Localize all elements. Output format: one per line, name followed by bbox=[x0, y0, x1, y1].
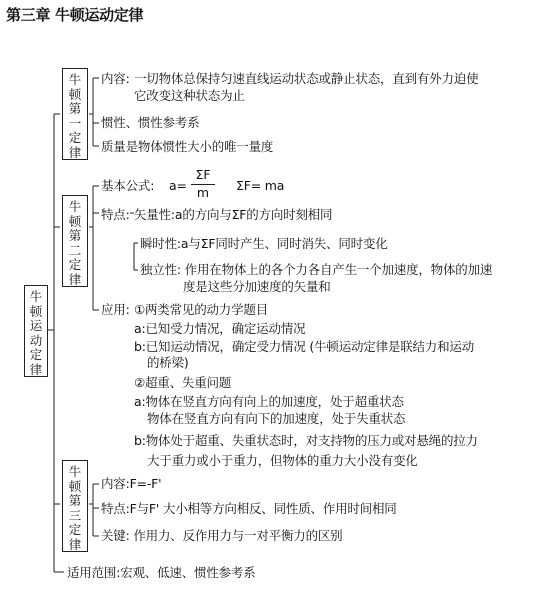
law2-independence-line1: 独立性: 作用在物体上的各个力各自产生一个加速度，物体的加速 bbox=[140, 262, 493, 277]
law3-key: 关键: 作用力、反作用力与一对平衡力的区别 bbox=[101, 528, 343, 543]
law2-independence-line2: 度是这些分加速度的矢量和 bbox=[183, 279, 331, 294]
scope-of-application: 适用范围:宏观、低速、惯性参考系 bbox=[67, 565, 256, 580]
law1-content-line1: 一切物体总保持匀速直线运动状态或静止状态，直到有外力迫使 bbox=[134, 71, 479, 86]
law1-inertia: 惯性、惯性参考系 bbox=[101, 115, 200, 130]
law2-app1b-line2: 的桥梁) bbox=[147, 355, 189, 370]
law3-box: 牛 顿 第 三 定 律 bbox=[62, 460, 88, 552]
law2-app2b-line2: 大于重力或小于重力，但物体的重力大小没有变化 bbox=[147, 453, 418, 468]
law2-app2a-line1: a:物体在竖直方向有向上的加速度，处于超重状态 bbox=[134, 394, 404, 409]
law3-content: 内容:F=-F' bbox=[101, 476, 162, 491]
law2-app2a-line2: 物体在竖直方向有向下的加速度，处于失重状态 bbox=[147, 411, 406, 426]
law2-formula-force: ΣF= ma bbox=[236, 178, 285, 193]
law2-app2-title: ②超重、失重问题 bbox=[134, 375, 232, 390]
law2-box: 牛 顿 第 二 定 律 bbox=[62, 195, 88, 287]
law2-formula-denominator: m bbox=[196, 185, 210, 200]
law1-mass: 质量是物体惯性大小的唯一量度 bbox=[101, 139, 274, 154]
law1-content-line2: 它改变这种状态为止 bbox=[134, 88, 245, 103]
law2-app1-title: ①两类常见的动力学题目 bbox=[134, 302, 269, 317]
root-box-newton-laws: 牛 顿 运 动 定 律 bbox=[24, 285, 48, 377]
law2-vector: 矢量性:a的方向与ΣF的方向时刻相同 bbox=[134, 207, 333, 222]
law1-box: 牛 顿 第 一 定 律 bbox=[62, 68, 88, 160]
law2-app2b-line1: b:物体处于超重、失重状态时，对支持物的压力或对悬绳的拉力 bbox=[134, 433, 478, 448]
law2-application-label: 应用: bbox=[101, 302, 130, 317]
page-title: 第三章 牛顿运动定律 bbox=[6, 6, 144, 24]
law2-features-label: 特点: bbox=[101, 207, 130, 222]
law2-formula-label: 基本公式: bbox=[101, 178, 155, 193]
law2-app1a: a:已知受力情况，确定运动情况 bbox=[134, 321, 306, 336]
law2-instant: 瞬时性:a与ΣF同时产生、同时消失、同时变化 bbox=[140, 236, 388, 251]
law2-formula-numerator: ΣF bbox=[195, 167, 211, 182]
law3-features: 特点:F与F' 大小相等方向相反、同性质、作用时间相同 bbox=[101, 501, 397, 516]
law2-formula-a: a= bbox=[169, 178, 187, 193]
law2-app1b-line1: b:已知运动情况，确定受力情况 (牛顿运动定律是联结力和运动 bbox=[134, 339, 474, 354]
law1-content-label: 内容: bbox=[101, 71, 130, 86]
